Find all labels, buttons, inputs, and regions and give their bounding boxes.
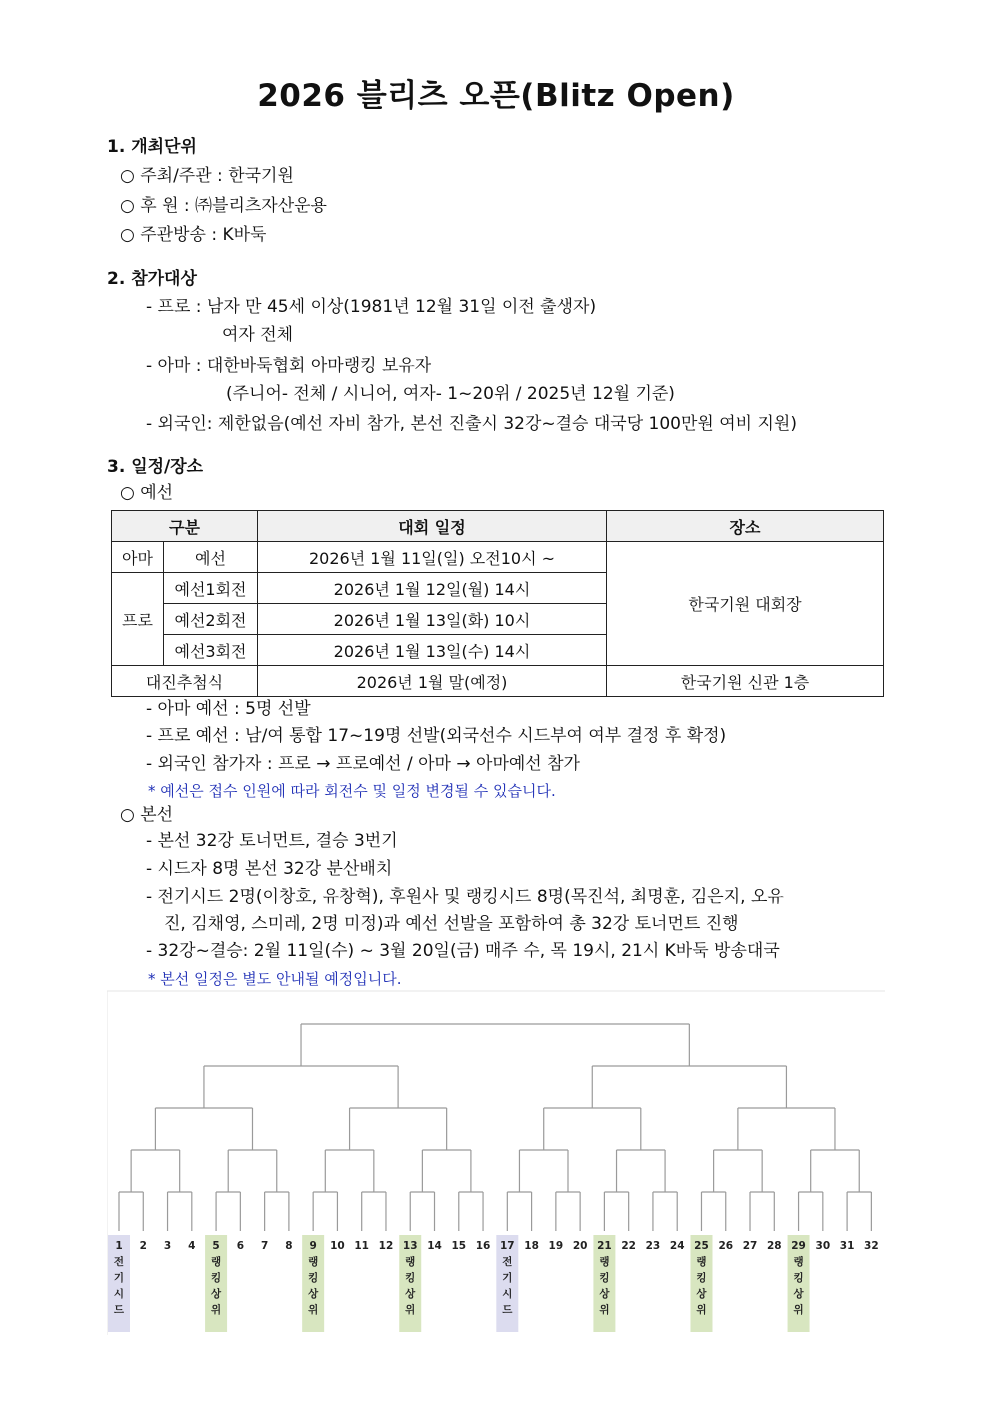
seed-label-char: 상 xyxy=(405,1288,416,1300)
section-2-heading: 2. 참가대상 xyxy=(107,269,197,289)
slot-number: 14 xyxy=(427,1240,442,1252)
round-cell: 예선3회전 xyxy=(164,635,258,666)
seed-label-char: 위 xyxy=(211,1304,222,1316)
slot-number: 5 xyxy=(212,1240,220,1252)
slot-number: 15 xyxy=(451,1240,467,1252)
seed-label-char: 랭 xyxy=(599,1256,610,1268)
organizer-line: ○ 주최/주관 : 한국기원 xyxy=(120,166,294,186)
amateur-selection-line: - 아마 예선 : 5명 선발 xyxy=(146,699,311,719)
amateur-round-cell: 예선 xyxy=(164,542,258,573)
pro-cell: 프로 xyxy=(112,573,164,666)
draw-cell: 대진추첨식 xyxy=(112,666,258,697)
seed-label-char: 기 xyxy=(502,1272,513,1284)
slot-number: 26 xyxy=(718,1240,734,1252)
slot-number: 4 xyxy=(188,1240,196,1252)
seed-label-char: 기 xyxy=(113,1272,125,1284)
seed-label-char: 시 xyxy=(113,1288,125,1300)
section-1-heading: 1. 개최단위 xyxy=(107,137,197,157)
slot-number: 12 xyxy=(378,1240,394,1252)
draw-venue-cell: 한국기원 신관 1층 xyxy=(607,666,884,697)
slot-number: 21 xyxy=(597,1240,612,1252)
page-title: 2026 블리츠 오픈(Blitz Open) xyxy=(257,78,735,114)
seed-label-char: 위 xyxy=(793,1304,804,1316)
seed-label-char: 위 xyxy=(308,1304,319,1316)
slot-number: 18 xyxy=(524,1240,539,1252)
header-venue: 장소 xyxy=(607,511,884,542)
seed-label-char: 킹 xyxy=(599,1272,610,1284)
prelim-subheading: ○ 예선 xyxy=(120,483,174,503)
draw-date-cell: 2026년 1월 말(예정) xyxy=(258,666,607,697)
seed-label-char: 상 xyxy=(599,1288,610,1300)
seed-label-char: 킹 xyxy=(211,1272,222,1284)
foreigner-participation-line: - 외국인 참가자 : 프로 → 프로예선 / 아마 → 아마예선 참가 xyxy=(146,754,580,774)
seed-label-char: 킹 xyxy=(308,1272,319,1284)
slot-number: 20 xyxy=(572,1240,588,1252)
slot-number: 1 xyxy=(115,1240,123,1252)
slot-number: 30 xyxy=(815,1240,831,1252)
slot-number: 13 xyxy=(402,1240,418,1252)
tournament-bracket xyxy=(107,990,885,1335)
slot-number: 22 xyxy=(621,1240,636,1252)
slot-number: 19 xyxy=(548,1240,564,1252)
slot-number: 8 xyxy=(285,1240,293,1252)
seed-label-char: 상 xyxy=(696,1288,707,1300)
slot-number: 24 xyxy=(669,1240,685,1252)
seed-label-char: 랭 xyxy=(308,1256,319,1268)
slot-number: 16 xyxy=(475,1240,491,1252)
slot-number: 32 xyxy=(864,1240,879,1252)
seed-list-line-cont: 진, 김채영, 스미레, 2명 미정)과 예선 선발을 포함하여 총 32강 토너먼트 진행 xyxy=(164,914,739,934)
seed-label-char: 킹 xyxy=(405,1272,416,1284)
seed-label-char: 드 xyxy=(113,1304,125,1316)
slot-number: 3 xyxy=(163,1240,172,1252)
slot-number: 28 xyxy=(766,1240,782,1252)
slot-number: 7 xyxy=(260,1240,269,1252)
date-cell: 2026년 1월 12일(월) 14시 xyxy=(258,573,607,604)
slot-number: 9 xyxy=(309,1240,317,1252)
main-schedule-line: - 32강~결승: 2월 11일(수) ~ 3월 20일(금) 매주 수, 목 19시, 21시 K바둑 방송대국 xyxy=(146,941,780,961)
seed-label-char: 전 xyxy=(502,1256,513,1268)
seed-list-line: - 전기시드 2명(이창호, 유창혁), 후원사 및 랭킹시드 8명(목진석, 최명훈, 김은지, 오유 xyxy=(146,887,784,907)
slot-number: 27 xyxy=(742,1240,758,1252)
slot-number: 6 xyxy=(236,1240,245,1252)
slot-number: 23 xyxy=(645,1240,661,1252)
pro-selection-line: - 프로 예선 : 남/여 통합 17~19명 선발(외국선수 시드부여 여부 결정 후 확정) xyxy=(146,726,727,746)
sponsor-line: ○ 후 원 : ㈜블리츠자산운용 xyxy=(120,196,327,216)
seed-placement-line: - 시드자 8명 본선 32강 분산배치 xyxy=(146,859,393,879)
seed-label-char: 상 xyxy=(793,1288,804,1300)
foreigner-eligibility-line: - 외국인: 제한없음(예선 자비 참가, 본선 진출시 32강~결승 대국당 100만원 여비 지원) xyxy=(146,414,797,434)
amateur-eligibility-line: - 아마 : 대한바둑협회 아마랭킹 보유자 xyxy=(146,356,432,376)
seed-label-char: 드 xyxy=(502,1304,513,1316)
slot-number: 11 xyxy=(354,1240,370,1252)
table-header-row xyxy=(112,511,884,542)
round-cell: 예선2회전 xyxy=(164,604,258,635)
date-cell: 2026년 1월 13일(수) 14시 xyxy=(258,635,607,666)
table-row xyxy=(112,666,884,697)
slot-number: 10 xyxy=(330,1240,345,1252)
pro-women-line: 여자 전체 xyxy=(222,325,294,345)
section-3-heading: 3. 일정/장소 xyxy=(107,457,204,477)
seed-label-char: 위 xyxy=(405,1304,416,1316)
seed-label-char: 랭 xyxy=(405,1256,416,1268)
venue-cell: 한국기원 대회장 xyxy=(607,542,884,666)
seed-label-char: 랭 xyxy=(793,1256,804,1268)
seed-label-char: 랭 xyxy=(696,1256,707,1268)
main-note: * 본선 일정은 별도 안내될 예정입니다. xyxy=(148,970,402,988)
amateur-detail-line: (주니어- 전체 / 시니어, 여자- 1~20위 / 2025년 12월 기준) xyxy=(226,384,675,404)
main-subheading: ○ 본선 xyxy=(120,805,174,825)
seed-label-char: 킹 xyxy=(696,1272,707,1284)
seed-label-char: 상 xyxy=(308,1288,319,1300)
header-category: 구분 xyxy=(112,511,258,542)
seed-label-char: 상 xyxy=(211,1288,222,1300)
amateur-date-cell: 2026년 1월 11일(일) 오전10시 ~ xyxy=(258,542,607,573)
slot-number: 25 xyxy=(694,1240,709,1252)
seed-label-char: 킹 xyxy=(793,1272,804,1284)
slot-number: 17 xyxy=(500,1240,515,1252)
seed-label-char: 위 xyxy=(599,1304,610,1316)
slot-number: 31 xyxy=(839,1240,855,1252)
slot-number: 2 xyxy=(139,1240,147,1252)
seed-label-char: 전 xyxy=(113,1256,125,1268)
broadcaster-line: ○ 주관방송 : K바둑 xyxy=(120,225,267,245)
round-cell: 예선1회전 xyxy=(164,573,258,604)
amateur-cell: 아마 xyxy=(112,542,164,573)
prelim-note: * 예선은 접수 인원에 따라 회전수 및 일정 변경될 수 있습니다. xyxy=(148,782,556,800)
schedule-table xyxy=(111,510,884,697)
slot-number: 29 xyxy=(791,1240,806,1252)
pro-eligibility-line: - 프로 : 남자 만 45세 이상(1981년 12월 31일 이전 출생자) xyxy=(146,297,597,317)
seed-label-char: 랭 xyxy=(211,1256,222,1268)
seed-label-char: 위 xyxy=(696,1304,707,1316)
main-format-line: - 본선 32강 토너먼트, 결승 3번기 xyxy=(146,831,398,851)
seed-label-char: 시 xyxy=(502,1288,513,1300)
date-cell: 2026년 1월 13일(화) 10시 xyxy=(258,604,607,635)
header-schedule: 대회 일정 xyxy=(258,511,607,542)
table-row xyxy=(112,542,884,573)
